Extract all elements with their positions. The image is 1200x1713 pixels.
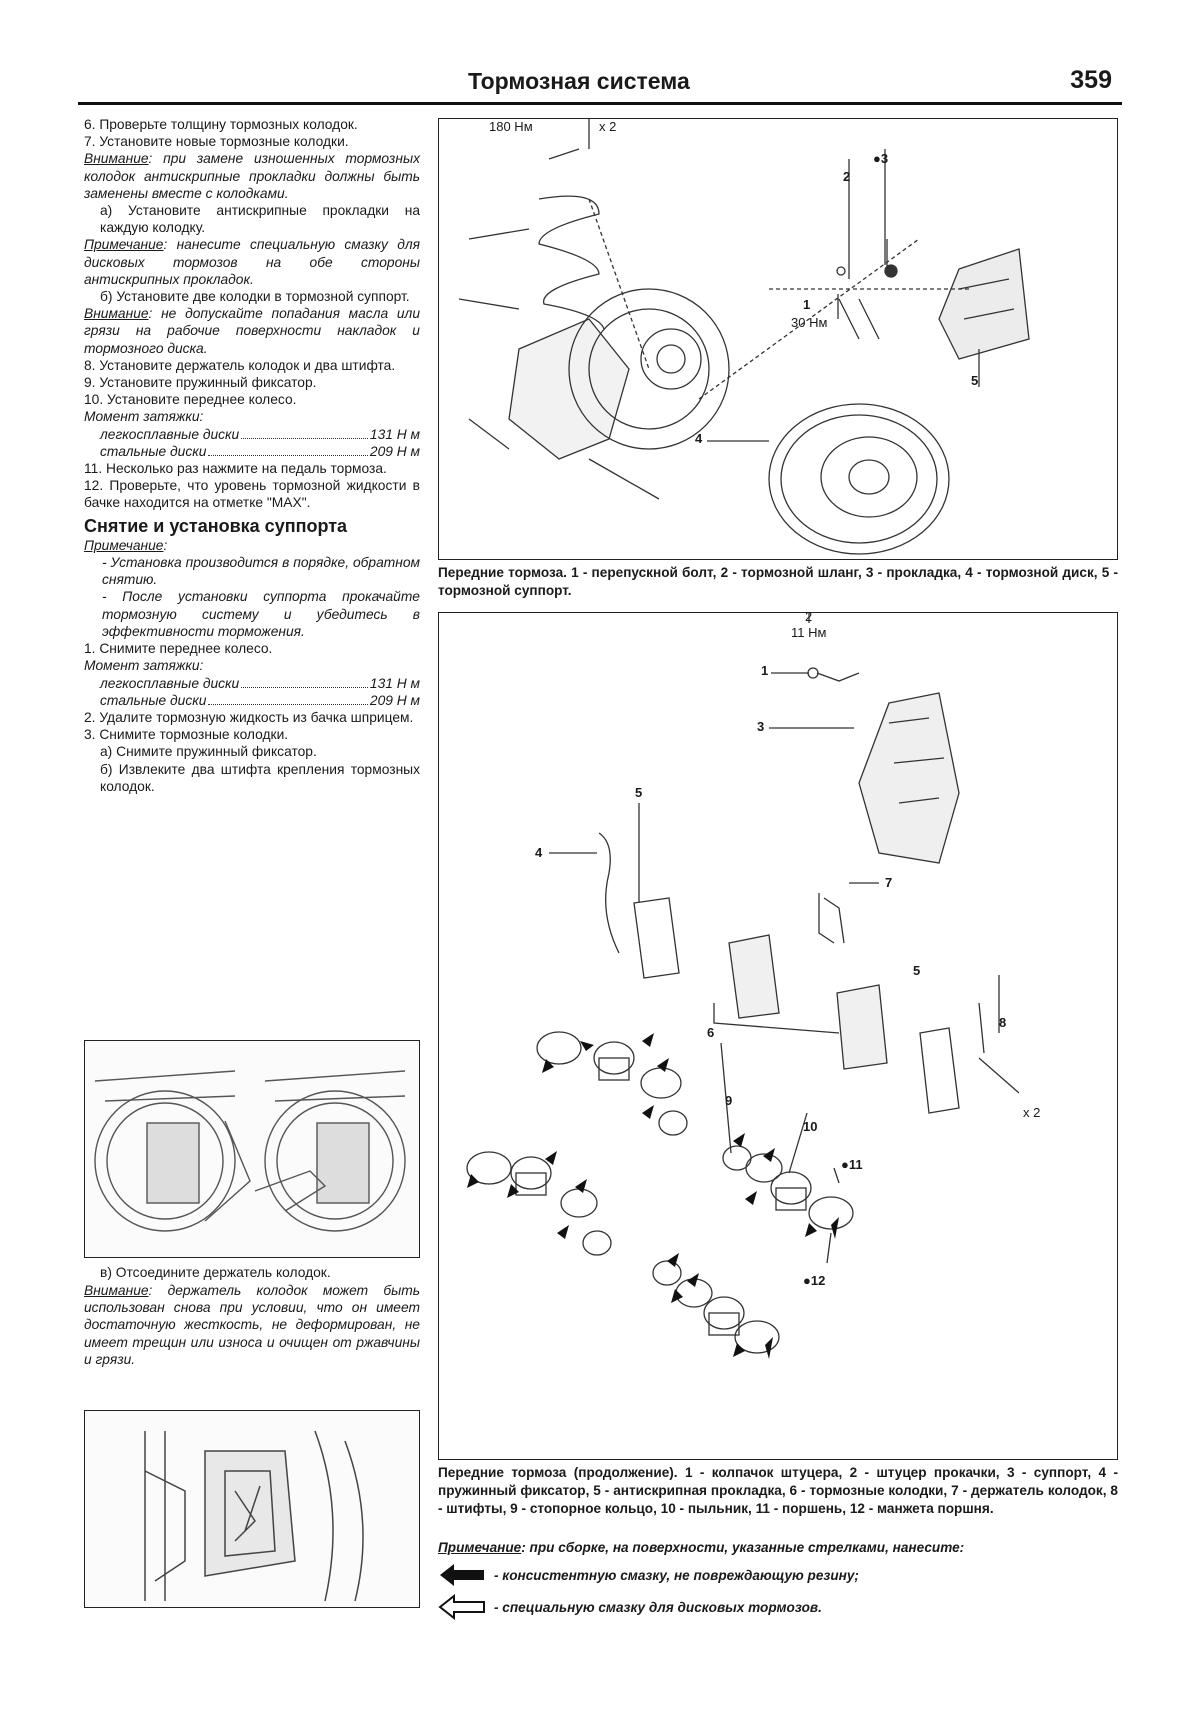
note-2-item: - После установки суппорта прокачайте тормозную систему и убедитесь в эффективности торможения. [102,589,420,639]
note-2-item: - Установка производится в порядке, обратном снятию. [102,555,420,588]
label-3: ●3 [873,151,889,166]
attention-text: : при замене изношенных тормозных колодок антискрипные прокладки должны быть заменены вместе с колодками. [84,151,420,201]
label-5b: 5 [913,963,921,978]
left-column [84,116,420,795]
torque-row-value: 131 Н м [369,675,420,691]
label-6: 6 [707,1025,715,1040]
legend-brake-grease-text: - специальную смазку для дисковых тормозов. [494,1599,822,1615]
torque-row [84,692,420,709]
label-10: 10 [803,1119,818,1134]
assembly-note [438,1540,1118,1555]
label-7: 7 [885,875,893,890]
torque-label-2: Момент затяжки: [84,658,204,674]
step-s1: 1. Снимите переднее колесо. [84,641,273,657]
label-x2: x 2 [1023,1105,1041,1120]
step-7b: б) Установите две колодки в тормозной суппорт. [100,289,410,305]
step-s3: 3. Снимите тормозные колодки. [84,727,289,743]
legend-grease [438,1562,859,1588]
step-8: 8. Установите держатель колодок и два штифта. [84,357,396,373]
caliper-exploded-illustration [439,613,1117,1459]
legend-brake-grease [438,1594,822,1620]
page-number: 359 [1070,66,1112,94]
attention-2 [84,305,420,357]
step-s3v: в) Отсоедините держатель колодок. [100,1265,331,1280]
brake-assembly-illustration [439,119,1117,559]
note-label: Примечание [84,237,164,253]
torque-row [84,443,420,460]
page-header [78,64,1122,105]
step-11: 11. Несколько раз нажмите на педаль тормоза. [84,461,387,477]
filled-arrow-icon [438,1562,488,1588]
step-s2: 2. Удалите тормозную жидкость из бачка шприцем. [84,709,414,725]
section-title: Снятие и установка суппорта [84,515,348,536]
label-2: 2 [843,169,851,184]
attention-label: Внимание [84,151,149,167]
step-12: 12. Проверьте, что уровень тормозной жидкости в бачке находится на отметке "MAX". [84,478,420,511]
photo-figure-1 [84,1040,420,1258]
label-30nm: 30 Нм [791,315,828,330]
label-1: 1 [761,663,769,678]
attention-label: Внимание [84,306,149,322]
brake-diagram-1 [438,118,1118,560]
note-text: : при сборке, на поверхности, указанные стрелками, нанесите: [521,1540,965,1555]
step-s3v-block [100,1264,420,1281]
label-5a: 5 [635,785,643,800]
label-12: ●12 [803,1273,826,1288]
note-2-heading [84,537,420,554]
label-3: 3 [757,719,765,734]
photo-illustration-2 [85,1411,419,1607]
note-label: Примечание [438,1540,522,1555]
torque-row-name: стальные диски [100,692,207,708]
step-9: 9. Установите пружинный фиксатор. [84,375,317,391]
label-11: ●11 [841,1157,863,1172]
attention-3 [84,1282,420,1368]
label-5: 5 [971,373,979,388]
figure-1-caption: Передние тормоза. 1 - перепускной болт, 2 - тормозной шланг, 3 - прокладка, 4 - тормозной диск, 5 - тормозной суппорт. [438,565,1118,598]
outline-arrow-icon [438,1594,488,1620]
note-1 [84,236,420,288]
note-text: : нанесите специальную смазку для дисковых тормозов на обе стороны антискрипных прокладок. [84,237,420,287]
label-11nm: 11 Нм [791,625,827,640]
label-4: 4 [535,845,543,860]
step-7a: а) Установите антискрипные прокладки на каждую колодку. [100,203,420,236]
torque-row-name: легкосплавные диски [100,426,240,442]
torque-row-value: 209 Н м [369,443,420,459]
note-colon: : [163,537,168,553]
torque-row-name: стальные диски [100,443,207,459]
attention-label: Внимание [84,1283,149,1298]
torque-label-1: Момент затяжки: [84,409,204,425]
torque-row-value: 209 Н м [369,692,420,708]
page-title: Тормозная система [468,68,690,94]
step-7: 7. Установите новые тормозные колодки. [84,134,349,150]
brake-diagram-2 [438,609,1118,1460]
figure-2-caption: Передние тормоза (продолжение). 1 - колпачок штуцера, 2 - штуцер прокачки, 3 - суппорт, 4 - пружинный фиксатор, 5 - антискрипная прокладка, 6 - тормозные колодки, 7 - держатель колодок, 8 - штифты, 9 - стопорное кольцо, 10 - пыльник, 11 - поршень, 12 - манжета поршня. [438,1465,1118,1516]
step-10: 10. Установите переднее колесо. [84,392,297,408]
photo-illustration-1 [85,1041,419,1257]
label-8: 8 [999,1015,1007,1030]
torque-row [84,426,420,443]
step-6: 6. Проверьте толщину тормозных колодок. [84,117,358,132]
torque-row-name: легкосплавные диски [100,675,240,691]
attention-text: : держатель колодок может быть использован снова при условии, что он имеет достаточную жесткость, не деформирован, не имеет трещин или износа и очищен от ржавчины и грязи. [84,1283,420,1367]
label-180nm: 180 Нм [489,119,533,134]
torque-row [84,675,420,692]
label-2: 2 [805,609,813,624]
attention-text: : не допускайте попадания масла или грязи на рабочие поверхности накладок и тормозного диска. [84,306,420,356]
torque-row-value: 131 Н м [369,426,420,442]
attention-1 [84,150,420,202]
label-9: 9 [725,1093,733,1108]
label-4: 4 [695,431,703,446]
note-label: Примечание [84,537,164,553]
step-s3a: а) Снимите пружинный фиксатор. [100,744,317,760]
label-x2: x 2 [599,119,617,134]
step-s3b: б) Извлеките два штифта крепления тормозных колодок. [100,761,420,794]
photo-figure-2 [84,1410,420,1608]
label-1: 1 [803,297,811,312]
legend-grease-text: - консистентную смазку, не повреждающую резину; [494,1567,859,1583]
